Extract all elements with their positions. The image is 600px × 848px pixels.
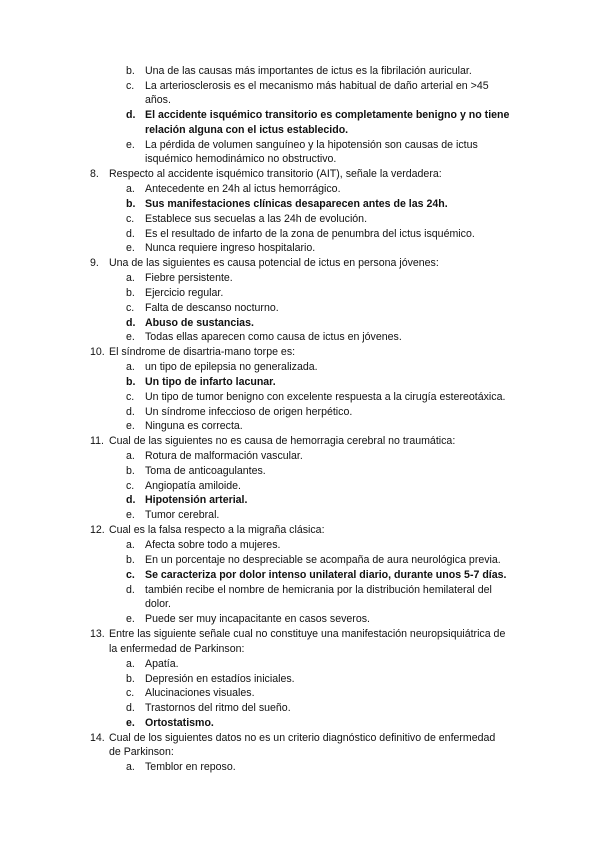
question-text: Una de las siguientes es causa potencial de ictus en persona jóvenes: (109, 257, 439, 269)
option-letter: e. (126, 717, 135, 729)
option-text: En un porcentaje no despreciable se acompaña de aura neurológica previa. (145, 554, 501, 566)
option-text: Nunca requiere ingreso hospitalario. (145, 242, 316, 254)
question-text: de Parkinson: (109, 746, 174, 758)
option-letter: e. (126, 509, 135, 521)
option-text: Hipotensión arterial. (145, 494, 248, 506)
option-letter: a. (126, 183, 135, 195)
option-text: Todas ellas aparecen como causa de ictus en jóvenes. (145, 331, 402, 343)
option-text: Ortostatismo. (145, 717, 214, 729)
option-text: Depresión en estadíos iniciales. (145, 673, 295, 685)
option-text: La arteriosclerosis es el mecanismo más habitual de daño arterial en >45 (145, 80, 489, 92)
option-letter: d. (126, 406, 135, 418)
option-text: Se caracteriza por dolor intenso unilateral diario, durante unos 5-7 días. (145, 569, 507, 581)
option-text: Es el resultado de infarto de la zona de penumbra del ictus isquémico. (145, 228, 475, 240)
question-text: Entre las siguiente señale cual no constituye una manifestación neuropsiquiátrica de (109, 628, 506, 640)
option-text: Un tipo de infarto lacunar. (145, 376, 276, 388)
option-text: isquémico hemodinámico no obstructivo. (145, 153, 337, 165)
question-number: 11. (90, 435, 104, 447)
option-letter: b. (126, 465, 135, 477)
option-letter: b. (126, 65, 135, 77)
option-text: Ejercicio regular. (145, 287, 224, 299)
option-letter: c. (126, 391, 135, 403)
option-text: Abuso de sustancias. (145, 317, 254, 329)
option-letter: a. (126, 450, 135, 462)
option-text: Rotura de malformación vascular. (145, 450, 303, 462)
option-letter: c. (126, 569, 135, 581)
option-text: Angiopatía amiloide. (145, 480, 241, 492)
option-letter: e. (126, 420, 135, 432)
option-text: Ninguna es correcta. (145, 420, 243, 432)
option-text: Un tipo de tumor benigno con excelente respuesta a la cirugía estereotáxica. (145, 391, 506, 403)
option-text: un tipo de epilepsia no generalizada. (145, 361, 318, 373)
option-text: Antecedente en 24h al ictus hemorrágico. (145, 183, 341, 195)
option-text: años. (145, 94, 171, 106)
option-letter: a. (126, 361, 135, 373)
option-letter: e. (126, 613, 135, 625)
option-text: Un síndrome infeccioso de origen herpético. (145, 406, 353, 418)
option-letter: b. (126, 673, 135, 685)
option-letter: a. (126, 658, 135, 670)
option-letter: a. (126, 761, 135, 773)
option-text: Falta de descanso nocturno. (145, 302, 279, 314)
option-letter: e. (126, 242, 135, 254)
option-text: La pérdida de volumen sanguíneo y la hipotensión son causas de ictus (145, 139, 478, 151)
option-text: Establece sus secuelas a las 24h de evolución. (145, 213, 368, 225)
option-text: Alucinaciones visuales. (145, 687, 255, 699)
option-text: Una de las causas más importantes de ictus es la fibrilación auricular. (145, 65, 472, 77)
option-text: El accidente isquémico transitorio es completamente benigno y no tiene (145, 109, 510, 121)
question-number: 12. (90, 524, 105, 536)
question-text: El síndrome de disartria-mano torpe es: (109, 346, 296, 358)
option-text: Fiebre persistente. (145, 272, 233, 284)
option-text: Puede ser muy incapacitante en casos severos. (145, 613, 370, 625)
option-letter: c. (126, 687, 135, 699)
option-letter: a. (126, 539, 135, 551)
question-number: 13. (90, 628, 105, 640)
option-letter: e. (126, 139, 135, 151)
option-letter: c. (126, 213, 135, 225)
option-text: Sus manifestaciones clínicas desaparecen antes de las 24h. (145, 198, 448, 210)
option-text: Afecta sobre todo a mujeres. (145, 539, 281, 551)
option-letter: d. (126, 702, 135, 714)
option-text: también recibe el nombre de hemicrania por la distribución hemilateral del (145, 584, 492, 596)
question-number: 9. (90, 257, 99, 269)
option-letter: d. (126, 228, 135, 240)
option-letter: a. (126, 272, 135, 284)
option-text: Apatía. (145, 658, 179, 670)
question-text: Respecto al accidente isquémico transitorio (AIT), señale la verdadera: (109, 168, 442, 180)
option-letter: d. (126, 494, 136, 506)
question-number: 8. (90, 168, 99, 180)
option-letter: d. (126, 317, 136, 329)
question-text: Cual es la falsa respecto a la migraña clásica: (109, 524, 325, 536)
option-text: Toma de anticoagulantes. (145, 465, 266, 477)
option-letter: b. (126, 554, 135, 566)
option-letter: d. (126, 109, 136, 121)
question-text: Cual de los siguientes datos no es un criterio diagnóstico definitivo de enfermedad (109, 732, 496, 744)
option-letter: b. (126, 287, 135, 299)
question-text: la enfermedad de Parkinson: (109, 643, 245, 655)
option-text: Trastornos del ritmo del sueño. (145, 702, 291, 714)
question-number: 10. (90, 346, 105, 358)
option-letter: c. (126, 302, 135, 314)
option-text: dolor. (145, 598, 171, 610)
question-text: Cual de las siguientes no es causa de hemorragia cerebral no traumática: (109, 435, 456, 447)
option-text: Temblor en reposo. (145, 761, 236, 773)
option-text: relación alguna con el ictus establecido. (145, 124, 349, 136)
option-letter: d. (126, 584, 135, 596)
option-letter: c. (126, 80, 135, 92)
option-letter: e. (126, 331, 135, 343)
option-text: Tumor cerebral. (145, 509, 220, 521)
option-letter: b. (126, 198, 136, 210)
question-number: 14. (90, 732, 105, 744)
option-letter: c. (126, 480, 135, 492)
option-letter: b. (126, 376, 136, 388)
